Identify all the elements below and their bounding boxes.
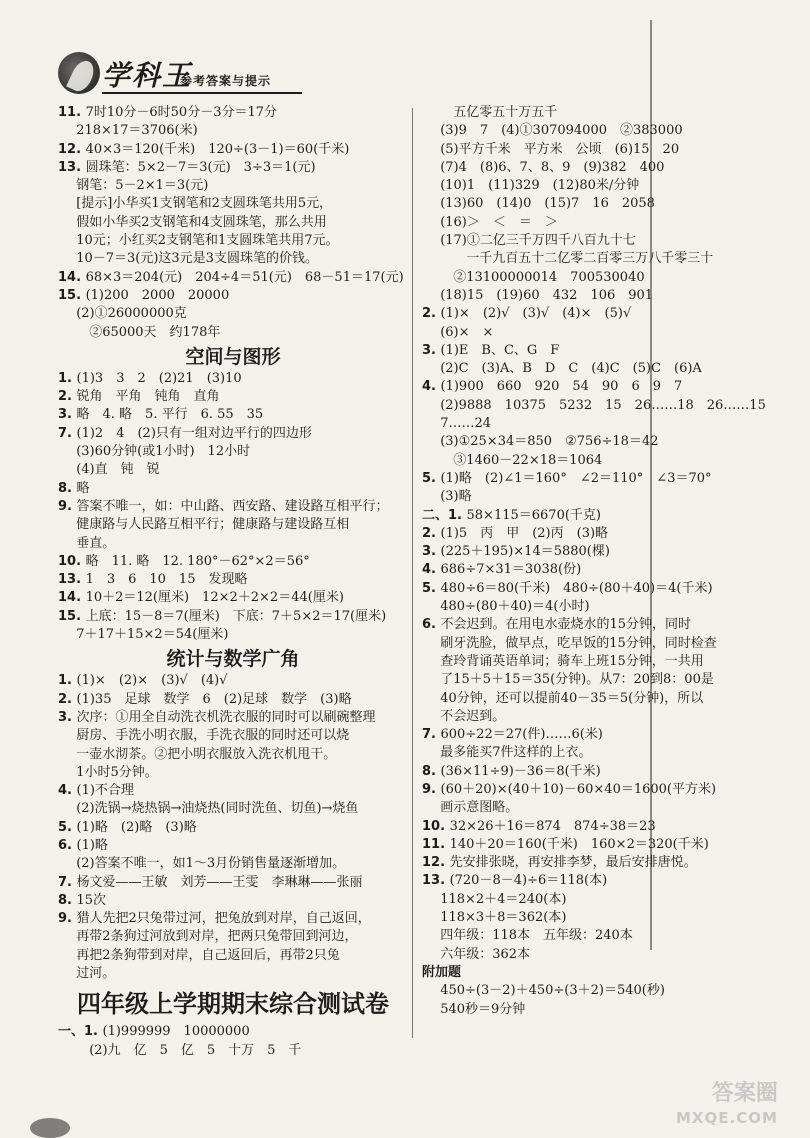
question-number: 1. [58,370,77,386]
question-number: 二、1. [422,507,467,523]
answer-text: 过河。 [76,966,116,982]
answer-text: (1)200 2000 20000 [85,287,230,303]
question-number: 2. [58,389,77,405]
answer-text: (5)平方千米 平方米 公顷 (6)15 20 [440,141,680,157]
question-number: 7. [58,425,77,441]
answer-text: ③1460－22×18＝1064 [440,452,603,468]
answer-text: 540秒＝9分钟 [440,1001,526,1017]
geometry-answers [58,370,408,644]
answer-line [422,452,782,470]
answer-text: [提示]小华买1支钢笔和2支圆珠笔共用5元， [76,196,333,212]
answer-text: (2)洗锅→烧热锅→油烧热(同时洗鱼、切鱼)→烧鱼 [76,801,359,817]
answer-line [422,580,782,598]
question-number: 11. [58,105,86,120]
answer-line [58,608,408,626]
answer-text: (1)略 (2)∠1＝160° ∠2＝110° ∠3＝70° [440,470,712,486]
answer-text: 10＋2＝12(厘米) 12×2＋2×2＝44(厘米) [85,590,344,606]
answer-line [422,561,782,579]
question-number: 10. [422,818,450,834]
answer-text: 先安排张晓，再安排李梦，最后安排唐悦。 [449,855,697,871]
answer-line [58,232,408,250]
answer-line [422,397,782,415]
answer-line [58,691,408,709]
answer-line [422,818,782,836]
question-number: 4. [58,783,77,799]
answer-text: (17)①二亿三千万四千八百九十七 [440,233,636,249]
brand-name: 学科王 [102,59,193,92]
answer-text: (720－8－4)÷6＝118(本) [449,873,608,889]
answer-line [422,616,782,634]
answer-line [58,672,408,690]
answer-line [58,406,408,424]
answer-text: 686÷7×31＝3038(份) [440,562,582,578]
answer-text: 10－7＝3(元)这3元是3支圆珠笔的价钱。 [76,251,318,267]
answer-line [422,690,782,708]
answer-line [58,553,408,571]
question-number: 2. [422,306,441,322]
answer-text: (1)999999 10000000 [102,1024,250,1040]
question-number: 8. [58,892,77,908]
question-number: 15. [58,608,86,624]
answer-text: 32×26＋16＝874 874÷38＝23 [449,818,656,834]
question-number: 5. [422,580,441,596]
answer-line [422,872,782,890]
question-number: 7. [58,874,77,890]
answer-line [422,927,782,945]
answer-line [422,269,782,287]
answer-text: ②65000天 约178年 [76,324,221,340]
answer-line [422,488,782,506]
answer-line [58,269,408,287]
answer-line [422,836,782,854]
answer-line [422,141,782,159]
answer-text: 一壶水沏茶。②把小明衣服放入洗衣机甩干。 [76,746,337,762]
answer-line [422,122,782,140]
question-number: 12. [58,141,86,157]
left-top-answers [58,104,408,342]
answer-text: (3)①25×34＝850 ②756÷18＝42 [440,434,659,450]
answer-line [422,598,782,616]
answer-text: (1)× (2)× (3)√ (4)√ [76,673,228,689]
answer-line [58,214,408,232]
answer-text: (1)略 (2)略 (3)略 [76,819,197,835]
answer-line [58,782,408,800]
question-number: 13. [422,873,450,889]
answer-line [58,535,408,553]
answer-line [422,195,782,213]
answer-line [422,287,782,305]
question-number: 14. [58,269,86,285]
answer-line [58,287,408,305]
answer-text: 140＋20＝160(千米) 160×2＝320(千米) [449,836,709,852]
watermark-url: MXQE.COM [676,1109,778,1127]
answer-line [58,425,408,443]
answer-line [58,571,408,589]
answer-line [422,946,782,964]
answer-line [58,324,408,342]
answer-text: (36×11÷9)－36＝8(千米) [440,763,601,779]
answer-line [422,543,782,561]
answer-line [422,342,782,360]
left-column [58,104,408,1060]
answer-line [58,819,408,837]
answer-text: 厨房、手洗小明衣服，手洗衣服的同时还可以烧 [76,728,350,744]
answer-text: 15次 [76,892,107,908]
answer-line [58,947,408,965]
answer-text: 600÷22＝27(件)……6(米) [440,727,603,743]
statistics-answers [58,672,408,983]
question-number: 15. [58,287,86,303]
answer-text: 答案不唯一，如：中山路、西安路、建设路互相平行； [76,498,389,514]
answer-text: (13)60 (14)0 (15)7 16 2058 [440,196,655,212]
question-number: 4. [422,562,441,578]
answer-line [422,232,782,250]
answer-text: 略 11. 略 12. 180°－62°×2＝56° [85,553,310,569]
answer-line [58,443,408,461]
answer-line [58,709,408,727]
answer-text: 7……24 [440,416,492,432]
exam-title: 四年级上学期期末综合测试卷 [77,990,389,1019]
answer-text: 健康路与人民路互相平行；健康路与建设路互相 [76,517,350,533]
answer-text: 7＋17＋15×2＝54(厘米) [76,627,229,643]
answer-line [58,480,408,498]
question-number: 6. [58,837,77,853]
answer-line [422,982,782,1000]
answer-line [58,122,408,140]
answer-text: 垂直。 [76,535,116,551]
header-tagline: 参考答案与提示 [180,74,272,88]
question-number: 2. [422,525,441,541]
answer-text: 最多能买7件这样的上衣。 [440,745,592,761]
answer-line [422,324,782,342]
answer-line [58,516,408,534]
corner-smudge [30,1118,70,1138]
question-number: 12. [422,855,450,871]
question-number: 13. [58,572,86,588]
answer-text: (1)× (2)√ (3)√ (4)× (5)√ [440,306,632,322]
question-number: 5. [58,819,77,835]
answer-line [422,159,782,177]
answer-text: 218×17＝3706(米) [76,123,198,139]
question-number: 8. [58,480,77,496]
answer-text: (2)①26000000克 [76,306,187,322]
question-number: 2. [58,691,77,707]
answer-line [422,891,782,909]
answer-line [422,177,782,195]
answer-text: (2)答案不唯一，如1～3月份销售量逐渐增加。 [76,856,346,872]
question-number: 8. [422,763,441,779]
question-number: 4. [422,379,441,395]
answer-text: 画示意图略。 [440,800,519,816]
answer-text: 不会迟到。在用电水壶烧水的15分钟，同时 [440,617,692,633]
answer-line [422,635,782,653]
question-number: 9. [58,498,77,514]
answer-text: (1)E B、C、G F [440,342,560,358]
answer-line [422,305,782,323]
question-number: 5. [422,470,441,486]
answer-line [58,104,408,122]
answer-text: 查玲背诵英语单词；骑车上班15分钟，一共用 [440,653,704,669]
answer-text: 猎人先把2只兔带过河，把兔放到对岸，自己返回， [76,911,371,927]
answer-text: 118×3＋8＝362(本) [440,910,567,926]
question-number: 附加题 [422,964,462,980]
answer-text: 40×3＝120(千米) 120÷(3－1)＝60(千米) [85,141,350,157]
answer-line [422,250,782,268]
answer-text: (10)1 (11)329 (12)80米/分钟 [440,178,640,194]
answer-text: (16)＞ ＜ ＝ ＞ [440,214,558,230]
right-answers [422,104,782,1019]
answer-text: (2)C (3)A、B D C (4)C (5)C (6)A [440,361,702,377]
answer-line [422,726,782,744]
answer-text: 次序：①用全自动洗衣机洗衣服的同时可以刷碗整理 [76,709,376,725]
answer-line [58,1023,408,1041]
answer-text: 假如小华买2支钢笔和4支圆珠笔，那么共用 [76,214,327,230]
answer-text: 118×2＋4＝240(本) [440,891,567,907]
question-number: 7. [422,727,441,743]
answer-text: 略 4. 略 5. 平行 6. 55 35 [76,407,264,423]
answer-line [58,746,408,764]
answer-line [58,1042,408,1060]
watermark [676,1082,778,1130]
answer-line [58,305,408,323]
answer-line [58,874,408,892]
brand-logo-icon [58,52,100,94]
answer-text: (18)15 (19)60 432 106 901 [440,287,654,303]
answer-text: 10元；小红买2支钢笔和1支圆珠笔共用7元。 [76,233,339,249]
answer-text: (1)3 3 2 (2)21 (3)10 [76,370,242,386]
answer-text: 58×115＝6670(千克) [466,507,601,523]
answer-line [422,104,782,122]
answer-line [58,195,408,213]
answer-line [422,470,782,488]
question-number: 3. [422,544,441,560]
answer-line [422,1001,782,1019]
answer-text: (1)5 丙 甲 (2)丙 (3)略 [440,525,609,541]
answer-line [58,965,408,983]
answer-line [422,433,782,451]
answer-line [58,800,408,818]
question-number: 13. [58,159,86,175]
answer-line [58,837,408,855]
answer-text: 480÷6＝80(千米) 480÷(80＋40)＝4(千米) [440,580,713,596]
answer-text: 再把2条狗带到对岸，自己返回后，再带2只兔 [76,947,340,963]
answer-text: (1)略 [76,837,108,853]
question-number: 3. [58,407,77,423]
answer-text: 7时10分－6时50分－3分＝17分 [85,105,278,120]
answer-line [422,799,782,817]
section-title-geometry: 空间与图形 [185,345,281,368]
question-number: 9. [58,911,77,927]
answer-line [422,854,782,872]
answer-text: 不会迟到。 [440,708,506,724]
question-number: 11. [422,836,450,852]
answer-line [422,507,782,525]
answer-text: (3)9 7 (4)①307094000 ②383000 [440,123,683,139]
answer-line [58,589,408,607]
answer-text: 钢笔：5－2×1＝3(元) [76,178,209,194]
answer-text: 450÷(3－2)＋450÷(3＋2)＝540(秒) [440,983,665,999]
answer-line [58,764,408,782]
answer-line [58,370,408,388]
answer-text: (7)4 (8)6、7、8、9 (9)382 400 [440,159,665,175]
answer-line [422,708,782,726]
answer-text: (1)2 4 (2)只有一组对边平行的四边形 [76,425,312,441]
answer-text: (1)900 660 920 54 90 6 9 7 [440,379,683,395]
answer-line [58,928,408,946]
answer-text: ②13100000014 700530040 [440,269,645,285]
answer-line [422,744,782,762]
answer-line [58,141,408,159]
answer-text: 1 3 6 10 15 发现略 [85,572,248,588]
answer-text: (2)九 亿 5 亿 5 十万 5 千 [76,1042,302,1058]
question-number: 9. [422,781,441,797]
answer-text: 1小时5分钟。 [76,764,158,780]
answer-text: 四年级：118本 五年级：240本 [440,928,633,944]
exam-answers [58,1023,408,1060]
answer-line [58,159,408,177]
answer-line [422,415,782,433]
answer-line [422,378,782,396]
answer-text: 略 [76,480,90,496]
watermark-text: 答案圈 [711,1081,778,1106]
answer-line [58,727,408,745]
answer-text: 杨文爱——王敏 刘芳——王雯 李琳琳——张丽 [76,874,363,890]
answer-text: 再带2条狗过河放到对岸，把两只兔带回到河边， [76,929,358,945]
question-number: 14. [58,590,86,606]
answer-line [422,781,782,799]
answer-text: 480÷(80＋40)＝4(小时) [440,599,590,615]
column-divider [412,108,413,1038]
answer-line [422,360,782,378]
answer-line [58,388,408,406]
answer-line [58,892,408,910]
answer-line [58,855,408,873]
answer-text: (1)35 足球 数学 6 (2)足球 数学 (3)略 [76,691,352,707]
answer-text: 68×3＝204(元) 204÷4＝51(元) 68－51＝17(元) [85,269,404,285]
answer-line [58,177,408,195]
answer-text: 了15＋5＋15＝35(分钟)。从7：20到8：00是 [440,672,714,688]
right-column [422,104,782,1019]
answer-line [422,763,782,781]
answer-line [58,910,408,928]
header-rule [102,92,302,94]
answer-line [58,461,408,479]
answer-line [422,653,782,671]
answer-text: (3)略 [440,489,472,505]
question-number: 1. [58,673,77,689]
question-number: 6. [422,617,441,633]
answer-text: 刷牙洗脸，做早点，吃早饭的15分钟，同时检查 [440,635,717,651]
answer-text: (4)直 钝 锐 [76,462,160,478]
answer-text: 上底：15－8＝7(厘米) 下底：7＋5×2＝17(厘米) [85,608,387,624]
header [58,48,308,104]
question-number: 一、1. [58,1024,103,1040]
answer-line [422,671,782,689]
answer-text: (225＋195)×14＝5880(棵) [440,544,610,560]
answer-text: (2)9888 10375 5232 15 26……18 26……15 [440,397,766,413]
answer-text: (6)× × [440,324,494,340]
answer-text: (3)60分钟(或1小时) 12小时 [76,444,251,460]
question-number: 10. [58,553,86,569]
answer-line [58,626,408,644]
answer-line [422,964,782,982]
answer-text: 锐角 平角 钝角 直角 [76,389,220,405]
answer-line [58,250,408,268]
answer-text: (1)不合理 [76,783,134,799]
answer-text: 六年级：362本 [440,946,531,962]
answer-text: 五亿零五十万五千 [440,105,558,120]
answer-line [422,525,782,543]
section-title-statistics: 统计与数学广角 [166,648,300,671]
answer-text: 一千九百五十二亿零二百零三万八千零三十 [440,251,714,267]
question-number: 3. [422,342,441,358]
answer-line [58,498,408,516]
answer-line [422,909,782,927]
answer-text: 40分钟，还可以提前40－35＝5(分钟)，所以 [440,690,704,706]
answer-text: (60＋20)×(40＋10)－60×40＝1600(平方米) [440,781,717,797]
answer-line [422,214,782,232]
question-number: 3. [58,709,77,725]
answer-text: 圆珠笔：5×2－7＝3(元) 3÷3＝1(元) [85,159,316,175]
